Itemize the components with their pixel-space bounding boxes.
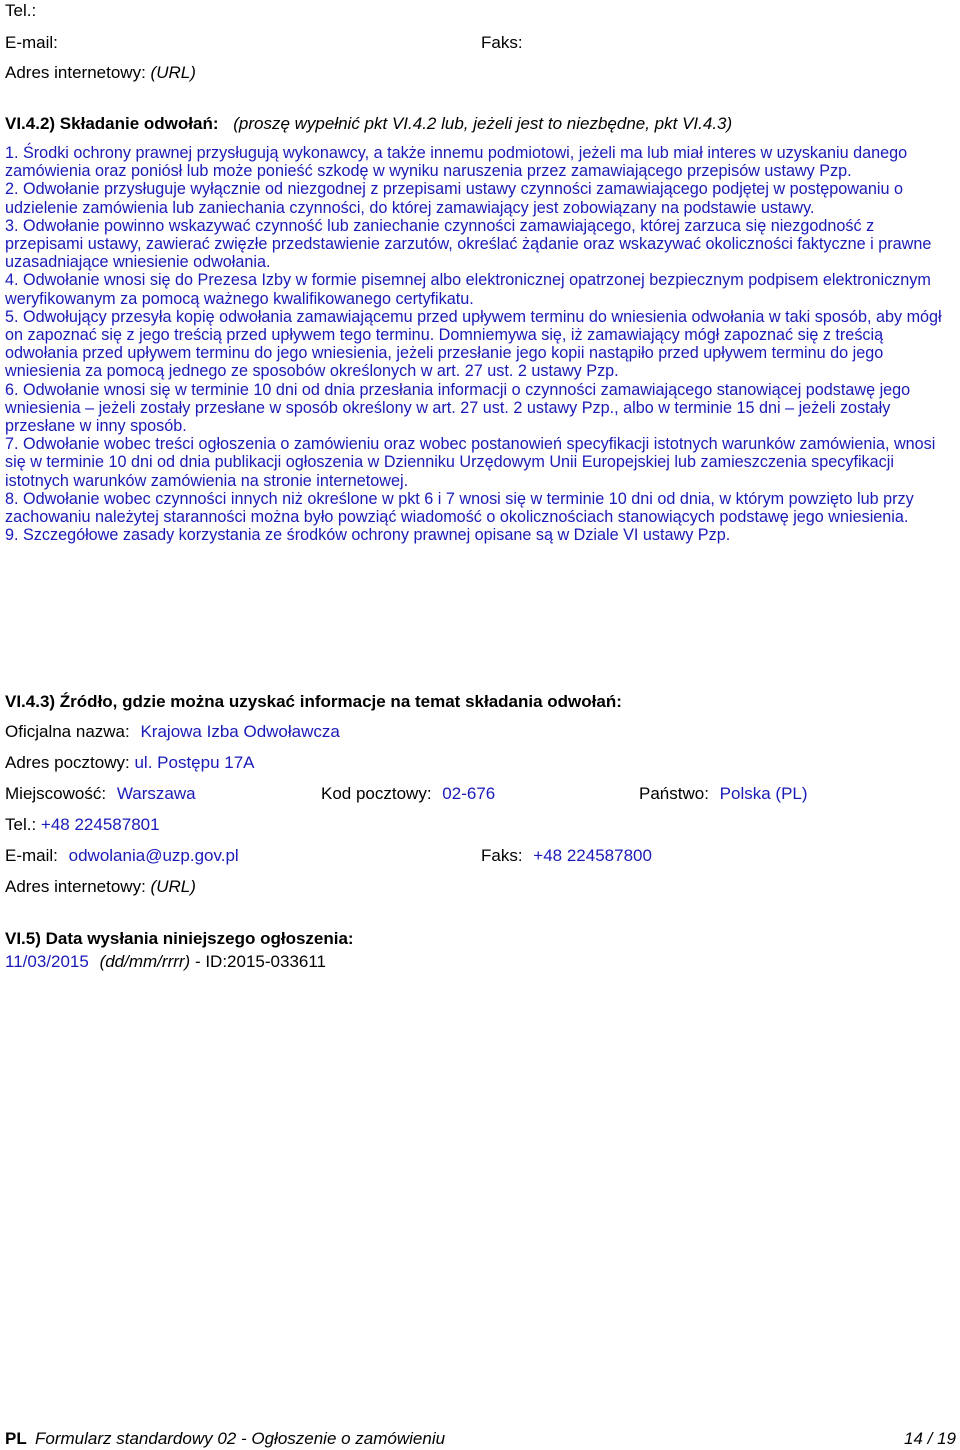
- country-label: Państwo:: [639, 784, 709, 803]
- appeal-paragraph: 7. Odwołanie wobec treści ogłoszenia o zamówieniu oraz wobec postanowień specyfikacji istotnych warunków zamówienia, wnosi się w terminie 10 dni od dnia publikacji ogłoszenia w Dzienniku Urzędowym Unii Europejskiej lub zamieszczenia specyfikacji istotnych warunków zamówienia na stronie internetowej.: [5, 435, 936, 490]
- fax-row: [481, 846, 652, 866]
- url-hint: (URL): [150, 63, 196, 82]
- appeal-paragraph: 1. Środki ochrony prawnej przysługują wykonawcy, a także innemu podmiotowi, jeżeli ma lub miał interes w uzyskaniu danego zamówienia oraz poniósł lub może ponieść szkodę w wyniku naruszenia przez zamawiającego przepisów ustawy Pzp.: [5, 144, 908, 181]
- official-name-label: Oficjalna nazwa:: [5, 722, 130, 741]
- tel-label: Tel.:: [5, 815, 37, 834]
- section-642-hint: (proszę wypełnić pkt VI.4.2 lub, jeżeli jest to niezbędne, pkt VI.4.3): [233, 114, 733, 133]
- appeal-procedures-text: [5, 144, 953, 544]
- tel-value: +48 224587801: [40, 815, 160, 834]
- fax-label: Faks:: [481, 33, 523, 52]
- appeal-paragraph: 6. Odwołanie wnosi się w terminie 10 dni od dnia przesłania informacji o czynności zamawiającego stanowiącej podstawę jego wniesienia – jeżeli zostały przesłane w sposób określony w art. 27 ust. 2 ustawy Pzp., albo w terminie 15 dni – jeżeli zostały przesłane w inny sposób.: [5, 380, 911, 436]
- email-label: E-mail:: [5, 846, 58, 865]
- country-value: Polska (PL): [719, 784, 808, 803]
- official-name-row: [5, 722, 340, 742]
- email-value[interactable]: odwolania@uzp.gov.pl: [68, 846, 239, 865]
- url-hint: (URL): [150, 877, 196, 896]
- notice-id: - ID:2015-033611: [194, 952, 327, 971]
- email-label: E-mail:: [5, 33, 58, 52]
- footer-page-number: 14 / 19: [904, 1429, 956, 1448]
- section-65-heading: VI.5) Data wysłania niniejszego ogłoszenia:: [5, 929, 354, 948]
- postal-label: Kod pocztowy:: [321, 784, 432, 803]
- url-label: Adres internetowy:: [5, 63, 146, 82]
- appeal-paragraph: 4. Odwołanie wnosi się do Prezesa Izby w formie pisemnej albo elektronicznej opatrzonej bezpiecznym podpisem elektronicznym weryfikowanym za pomocą ważnego kwalifikowanego certyfikatu.: [5, 271, 931, 308]
- tel-row: [5, 815, 160, 835]
- footer-form-title: Formularz standardowy 02 - Ogłoszenie o zamówieniu: [35, 1429, 446, 1448]
- section-642-heading: VI.4.2) Składanie odwołań:: [5, 114, 219, 133]
- address-value: ul. Postępu 17A: [134, 753, 255, 772]
- address-row: [5, 753, 255, 773]
- tel-label: Tel.:: [5, 1, 37, 20]
- appeal-paragraph: 3. Odwołanie powinno wskazywać czynność lub zaniechanie czynności zamawiającego, której zarzuca się niezgodność z przepisami ustawy, zawierać zwięzłe przedstawienie zarzutów, określać żądanie oraz wskazywać okoliczności faktyczne i prawne uzasadniające wniesienie odwołania.: [5, 216, 932, 272]
- appeal-paragraph: 9. Szczegółowe zasady korzystania ze środków ochrony prawnej opisane są w Dziale VI ustawy Pzp.: [5, 526, 731, 545]
- city-label: Miejscowość:: [5, 784, 107, 803]
- dispatch-date: 11/03/2015: [5, 952, 89, 971]
- postal-row: [321, 784, 495, 804]
- footer-lang: PL: [5, 1429, 27, 1448]
- city-value: Warszawa: [116, 784, 196, 803]
- url-label: Adres internetowy:: [5, 877, 146, 896]
- appeal-paragraph: 8. Odwołanie wobec czynności innych niż określone w pkt 6 i 7 wnosi się w terminie 10 dni od dnia, w którym powzięto lub przy zachowaniu należytej staranności można było powziąć wiadomość o okolicznościach stanowiących podstawę jego wniesienia.: [5, 489, 914, 527]
- appeal-paragraph: 5. Odwołujący przesyła kopię odwołania zamawiającemu przed upływem terminu do wniesienia odwołania w taki sposób, aby mógł on zapoznać się z jego treścią przed upływem tego terminu. Domniemywa się, iż zamawiający mógł zapoznać się z treścią odwołania przed upływem terminu do jego wniesienia, jeżeli przesłanie jego kopii nastąpiło przed upływem terminu do jego wniesienia za pomocą jednego ze sposobów określonych w art. 27 ust. 2 ustawy Pzp.: [5, 307, 942, 381]
- url-row-643: [5, 877, 196, 897]
- fax-label: Faks:: [481, 846, 523, 865]
- official-name-value: Krajowa Izba Odwoławcza: [140, 722, 340, 741]
- dispatch-date-row: [5, 952, 326, 972]
- address-label: Adres pocztowy:: [5, 753, 130, 772]
- postal-value: 02-676: [442, 784, 496, 803]
- country-row: [639, 784, 808, 804]
- fax-value: +48 224587800: [533, 846, 652, 865]
- section-642-header: [5, 114, 732, 134]
- url-row: [5, 63, 196, 83]
- appeal-paragraph: 2. Odwołanie przysługuje wyłącznie od niezgodnej z przepisami ustawy czynności zamawiającego podjętej w postępowaniu o udzielenie zamówienia lub zaniechania czynności, do której zamawiający jest zobowiązany na podstawie ustawy.: [5, 180, 903, 217]
- date-format-hint: (dd/mm/rrrr): [99, 952, 191, 971]
- section-643-heading: VI.4.3) Źródło, gdzie można uzyskać informacje na temat składania odwołań:: [5, 692, 622, 711]
- email-row: [5, 846, 239, 866]
- city-row: [5, 784, 196, 804]
